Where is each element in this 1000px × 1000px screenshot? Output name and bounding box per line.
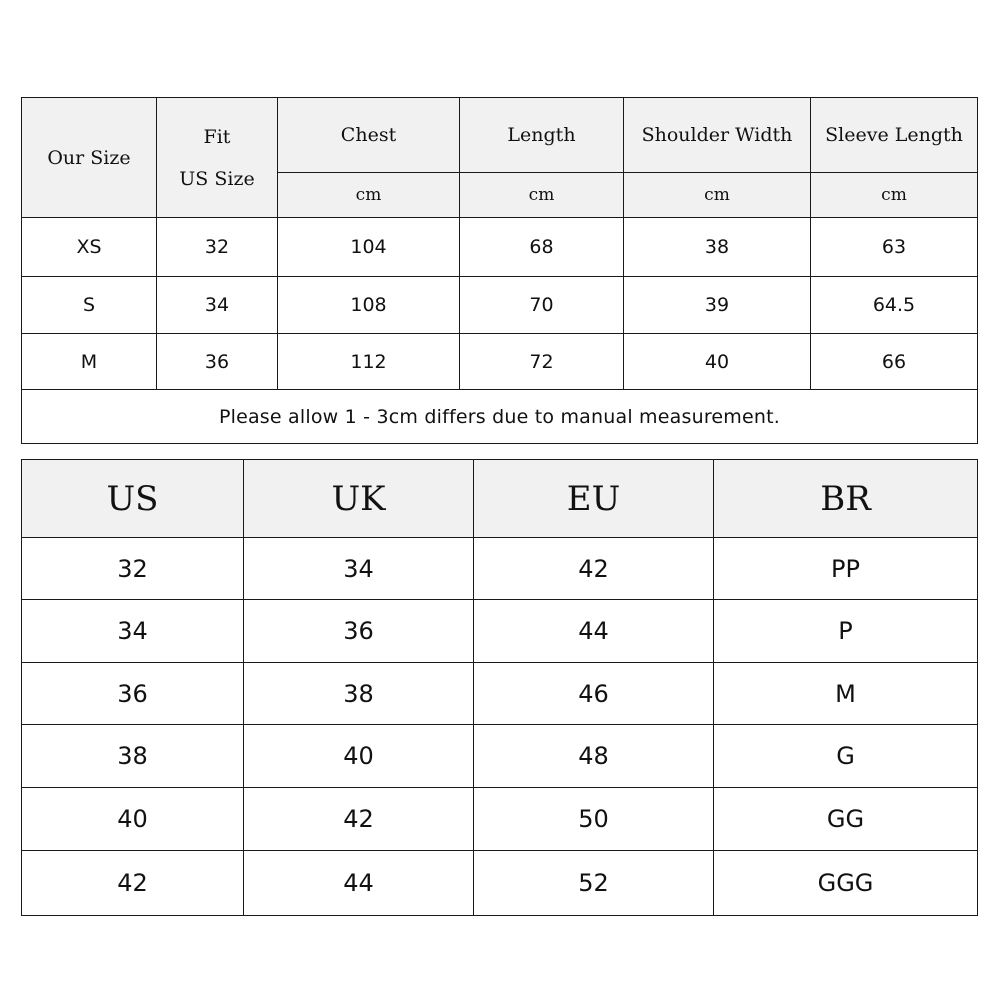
cell-chest: 108: [278, 277, 460, 334]
cell-shoulder-width: 38: [624, 218, 811, 277]
cell-us-size: 34: [157, 277, 278, 334]
cell-br: M: [714, 663, 978, 725]
table-row: [22, 277, 978, 334]
cell-us-size: 32: [157, 218, 278, 277]
header-br: BR: [714, 460, 978, 538]
measurement-note: Please allow 1 - 3cm differs due to manual measurement.: [22, 390, 978, 444]
cell-uk: 44: [244, 851, 474, 916]
conversion-header-row: [22, 460, 978, 538]
header-uk: UK: [244, 460, 474, 538]
cell-chest: 112: [278, 334, 460, 390]
cell-uk: 34: [244, 538, 474, 600]
cell-us: 34: [22, 600, 244, 663]
cell-us: 40: [22, 788, 244, 851]
cell-us-size: 36: [157, 334, 278, 390]
header-sleeve-length: Sleeve Length: [811, 98, 978, 173]
size-conversion-table: [21, 459, 978, 916]
cell-shoulder-width: 40: [624, 334, 811, 390]
cell-shoulder-width: 39: [624, 277, 811, 334]
cell-eu: 48: [474, 725, 714, 788]
cell-eu: 44: [474, 600, 714, 663]
table-row: [22, 663, 978, 725]
note-row: [22, 390, 978, 444]
cell-length: 68: [460, 218, 624, 277]
header-length: Length: [460, 98, 624, 173]
table-row: [22, 218, 978, 277]
cell-us: 36: [22, 663, 244, 725]
table-row: [22, 788, 978, 851]
size-chart-table: [21, 97, 978, 444]
size-chart-header-row: [22, 98, 978, 173]
unit-sleeve-length: cm: [811, 173, 978, 218]
cell-eu: 46: [474, 663, 714, 725]
cell-uk: 36: [244, 600, 474, 663]
cell-br: G: [714, 725, 978, 788]
cell-us: 42: [22, 851, 244, 916]
table-row: [22, 334, 978, 390]
cell-our-size: XS: [22, 218, 157, 277]
header-fit-us-size: [157, 98, 278, 218]
unit-chest: cm: [278, 173, 460, 218]
cell-length: 72: [460, 334, 624, 390]
cell-br: GG: [714, 788, 978, 851]
cell-uk: 40: [244, 725, 474, 788]
header-us-size: US Size: [179, 167, 255, 190]
cell-our-size: S: [22, 277, 157, 334]
cell-us: 38: [22, 725, 244, 788]
cell-uk: 42: [244, 788, 474, 851]
table-row: [22, 725, 978, 788]
header-us: US: [22, 460, 244, 538]
cell-sleeve-length: 63: [811, 218, 978, 277]
unit-shoulder-width: cm: [624, 173, 811, 218]
cell-length: 70: [460, 277, 624, 334]
cell-our-size: M: [22, 334, 157, 390]
unit-length: cm: [460, 173, 624, 218]
cell-eu: 42: [474, 538, 714, 600]
cell-sleeve-length: 66: [811, 334, 978, 390]
cell-eu: 50: [474, 788, 714, 851]
cell-sleeve-length: 64.5: [811, 277, 978, 334]
header-shoulder-width: Shoulder Width: [624, 98, 811, 173]
table-row: [22, 851, 978, 916]
header-fit: Fit: [203, 125, 231, 148]
header-our-size: Our Size: [22, 98, 157, 218]
cell-br: PP: [714, 538, 978, 600]
cell-chest: 104: [278, 218, 460, 277]
header-chest: Chest: [278, 98, 460, 173]
table-row: [22, 600, 978, 663]
cell-uk: 38: [244, 663, 474, 725]
header-eu: EU: [474, 460, 714, 538]
cell-br: P: [714, 600, 978, 663]
cell-eu: 52: [474, 851, 714, 916]
cell-br: GGG: [714, 851, 978, 916]
table-row: [22, 538, 978, 600]
cell-us: 32: [22, 538, 244, 600]
